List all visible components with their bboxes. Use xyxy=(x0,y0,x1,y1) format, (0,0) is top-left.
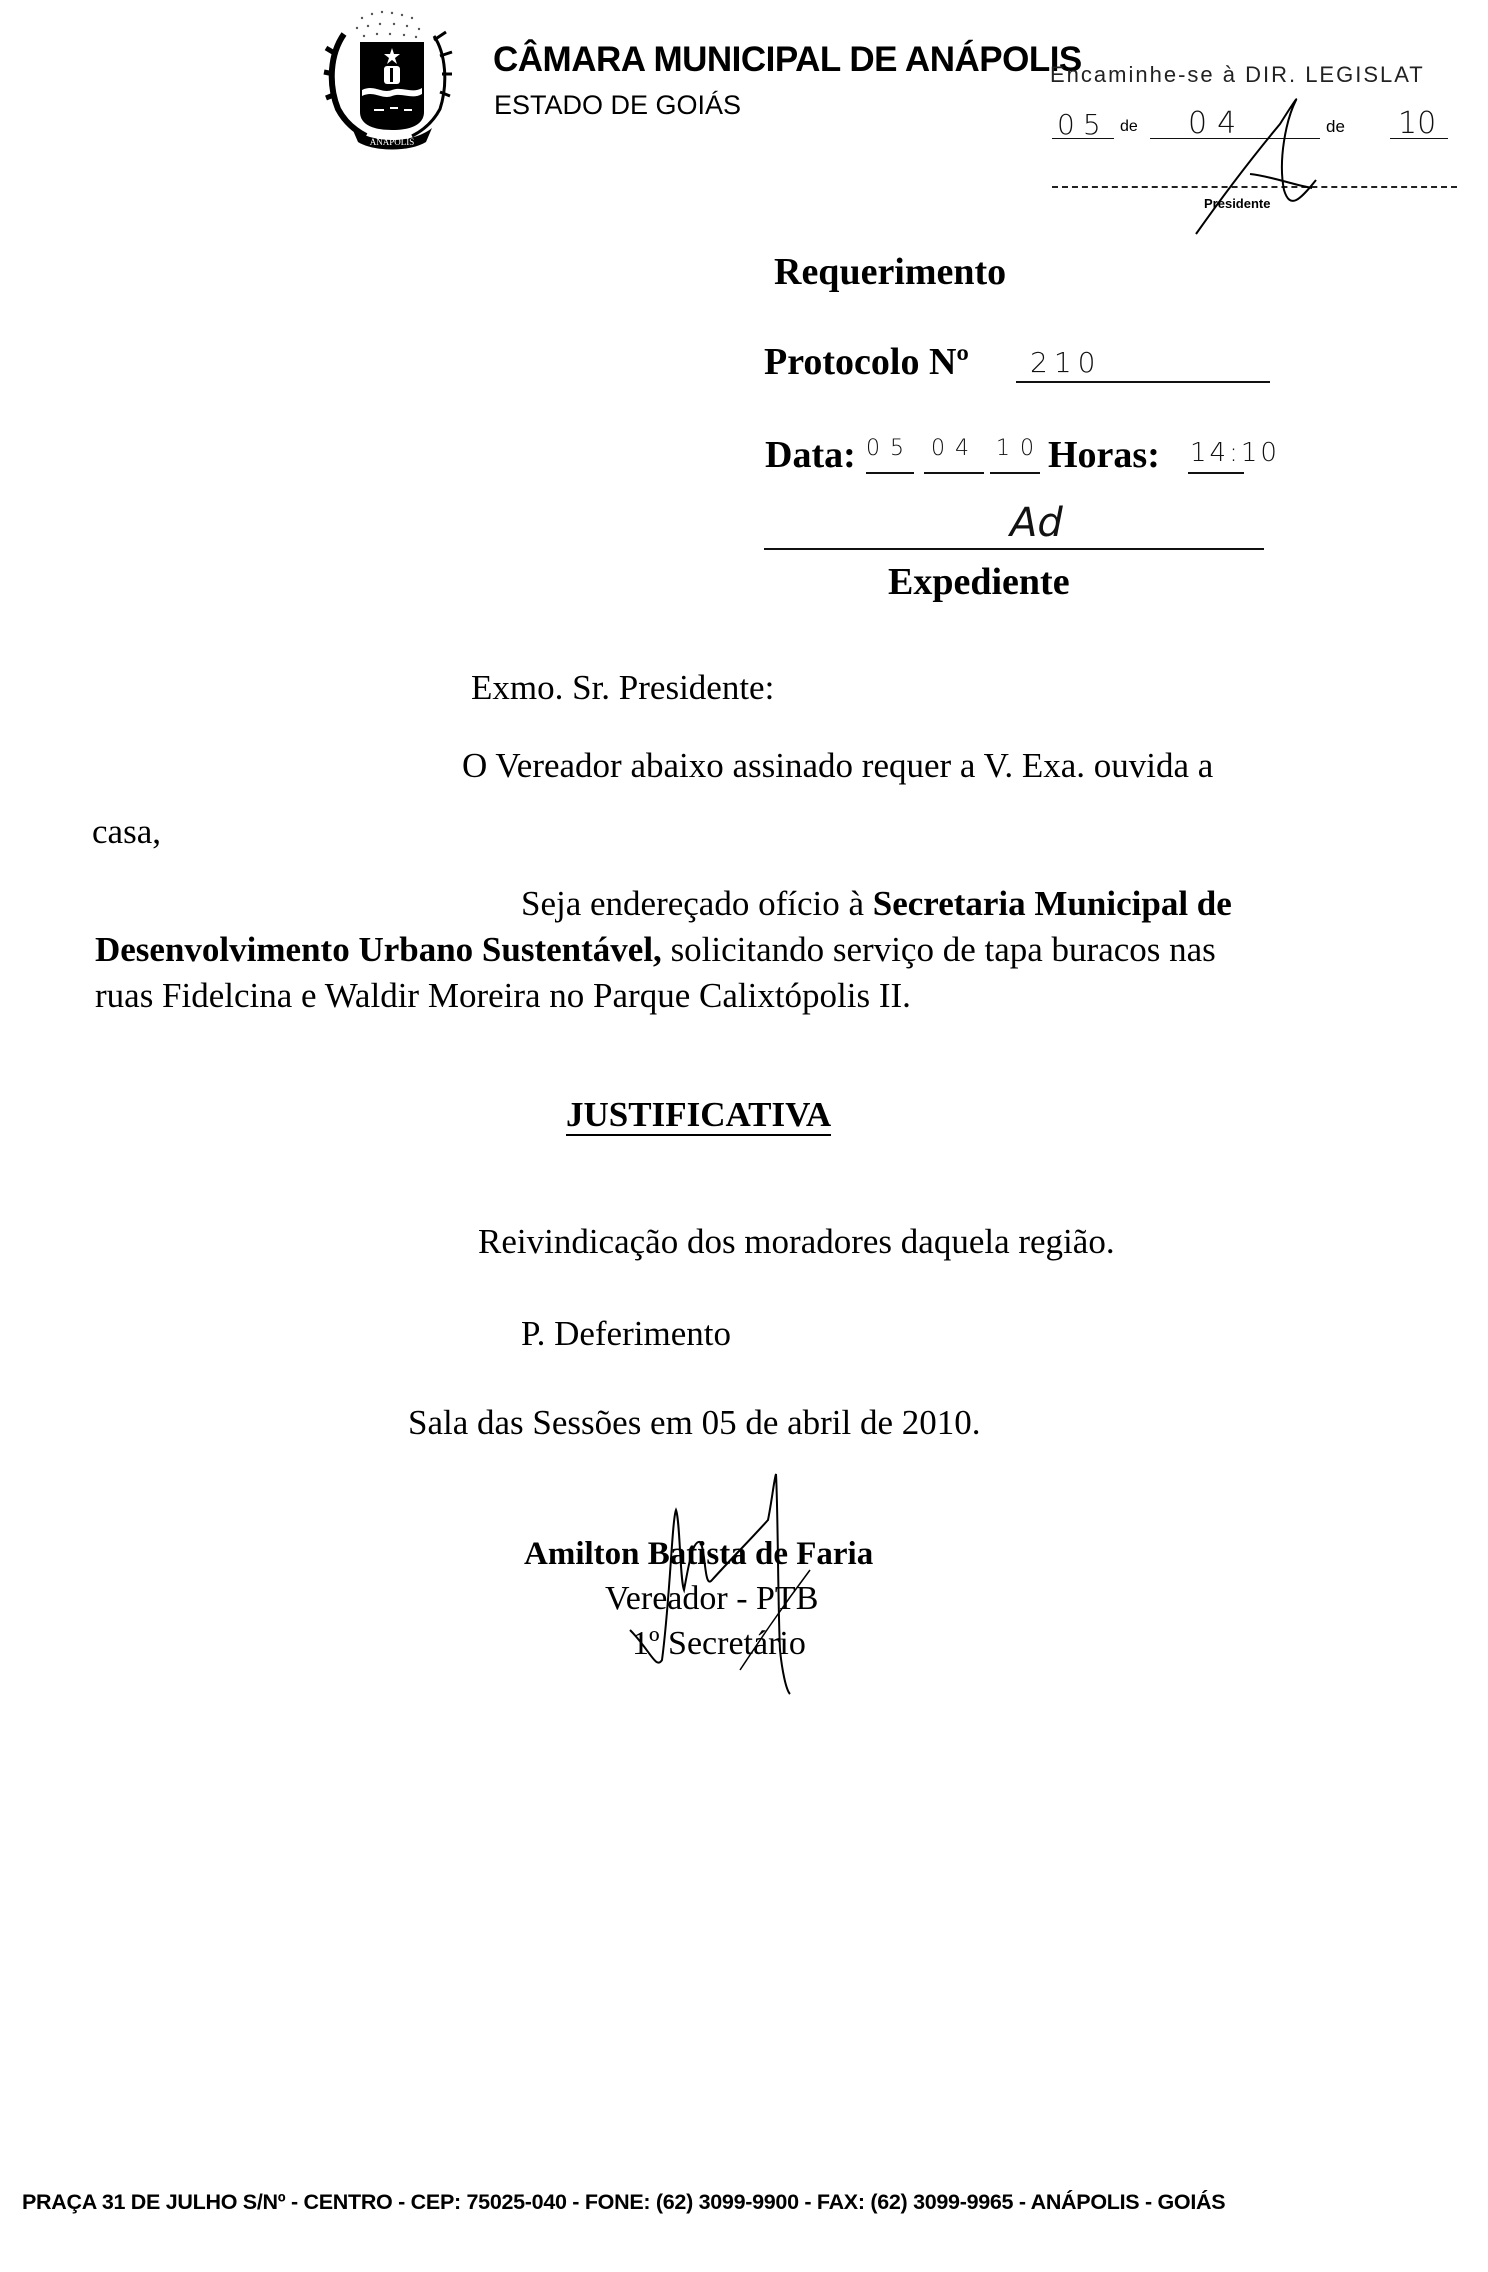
stamp-routing-note: Encaminhe-se à DIR. LEGISLAT xyxy=(1050,62,1425,87)
footer-address: PRAÇA 31 DE JULHO S/Nº - CENTRO - CEP: 75025-040 - FONE: (62) 3099-9900 - FAX: (62) 3099-9965 - ANÁPOLIS - GOIÁS xyxy=(22,2190,1226,2214)
justification-heading: JUSTIFICATIVA xyxy=(566,1095,832,1134)
data-label: Data: xyxy=(765,434,856,476)
coat-of-arms-logo xyxy=(322,4,458,154)
request-line-2 xyxy=(95,930,1216,970)
justification-text: Reivindicação dos moradores daquela região. xyxy=(478,1222,1115,1261)
request-bold-1: Secretaria Municipal de xyxy=(872,884,1232,923)
request-line-1 xyxy=(521,884,1232,924)
intro-line-2: casa, xyxy=(92,812,161,851)
protocolo-label: Protocolo Nº xyxy=(764,341,969,383)
stamp-signer-title: Presidente xyxy=(1204,196,1271,211)
expediente-signature: Ad xyxy=(1010,500,1063,546)
stamp-de-1: de xyxy=(1120,118,1138,135)
request-text-1: Seja endereçado ofício à xyxy=(521,884,873,923)
horas-label: Horas: xyxy=(1048,434,1160,476)
horas-value: 14:10 xyxy=(1190,438,1280,468)
protocolo-value: 210 xyxy=(1030,346,1102,379)
stamp-de-2: de xyxy=(1326,117,1345,136)
closing: P. Deferimento xyxy=(521,1314,731,1353)
request-text-2: solicitando serviço de tapa buracos nas xyxy=(661,930,1216,969)
signer-role: Vereador - PTB xyxy=(605,1580,819,1617)
data-value: 05 04 10 xyxy=(866,436,1044,461)
document-title: Requerimento xyxy=(774,251,1007,293)
expediente-label: Expediente xyxy=(888,561,1070,603)
stamp-day: 05 xyxy=(1057,108,1109,141)
state-name: ESTADO DE GOIÁS xyxy=(494,90,742,120)
salutation: Exmo. Sr. Presidente: xyxy=(471,668,775,707)
signer-position: 1º Secretário xyxy=(632,1625,806,1662)
stamp-month: 04 xyxy=(1188,106,1247,141)
stamp-year: 10 xyxy=(1398,106,1437,141)
request-bold-2: Desenvolvimento Urbano Sustentável, xyxy=(95,930,662,969)
president-signature xyxy=(1180,80,1340,280)
intro-line-1: O Vereador abaixo assinado requer a V. Exa. ouvida a xyxy=(462,746,1214,785)
institution-name: CÂMARA MUNICIPAL DE ANÁPOLIS xyxy=(493,40,1082,79)
request-line-3: ruas Fidelcina e Waldir Moreira no Parque Calixtópolis II. xyxy=(95,976,911,1015)
place-date: Sala das Sessões em 05 de abril de 2010. xyxy=(408,1403,981,1442)
signer-name: Amilton Batista de Faria xyxy=(524,1536,874,1572)
svg-text:ANÁPOLIS: ANÁPOLIS xyxy=(369,137,415,147)
